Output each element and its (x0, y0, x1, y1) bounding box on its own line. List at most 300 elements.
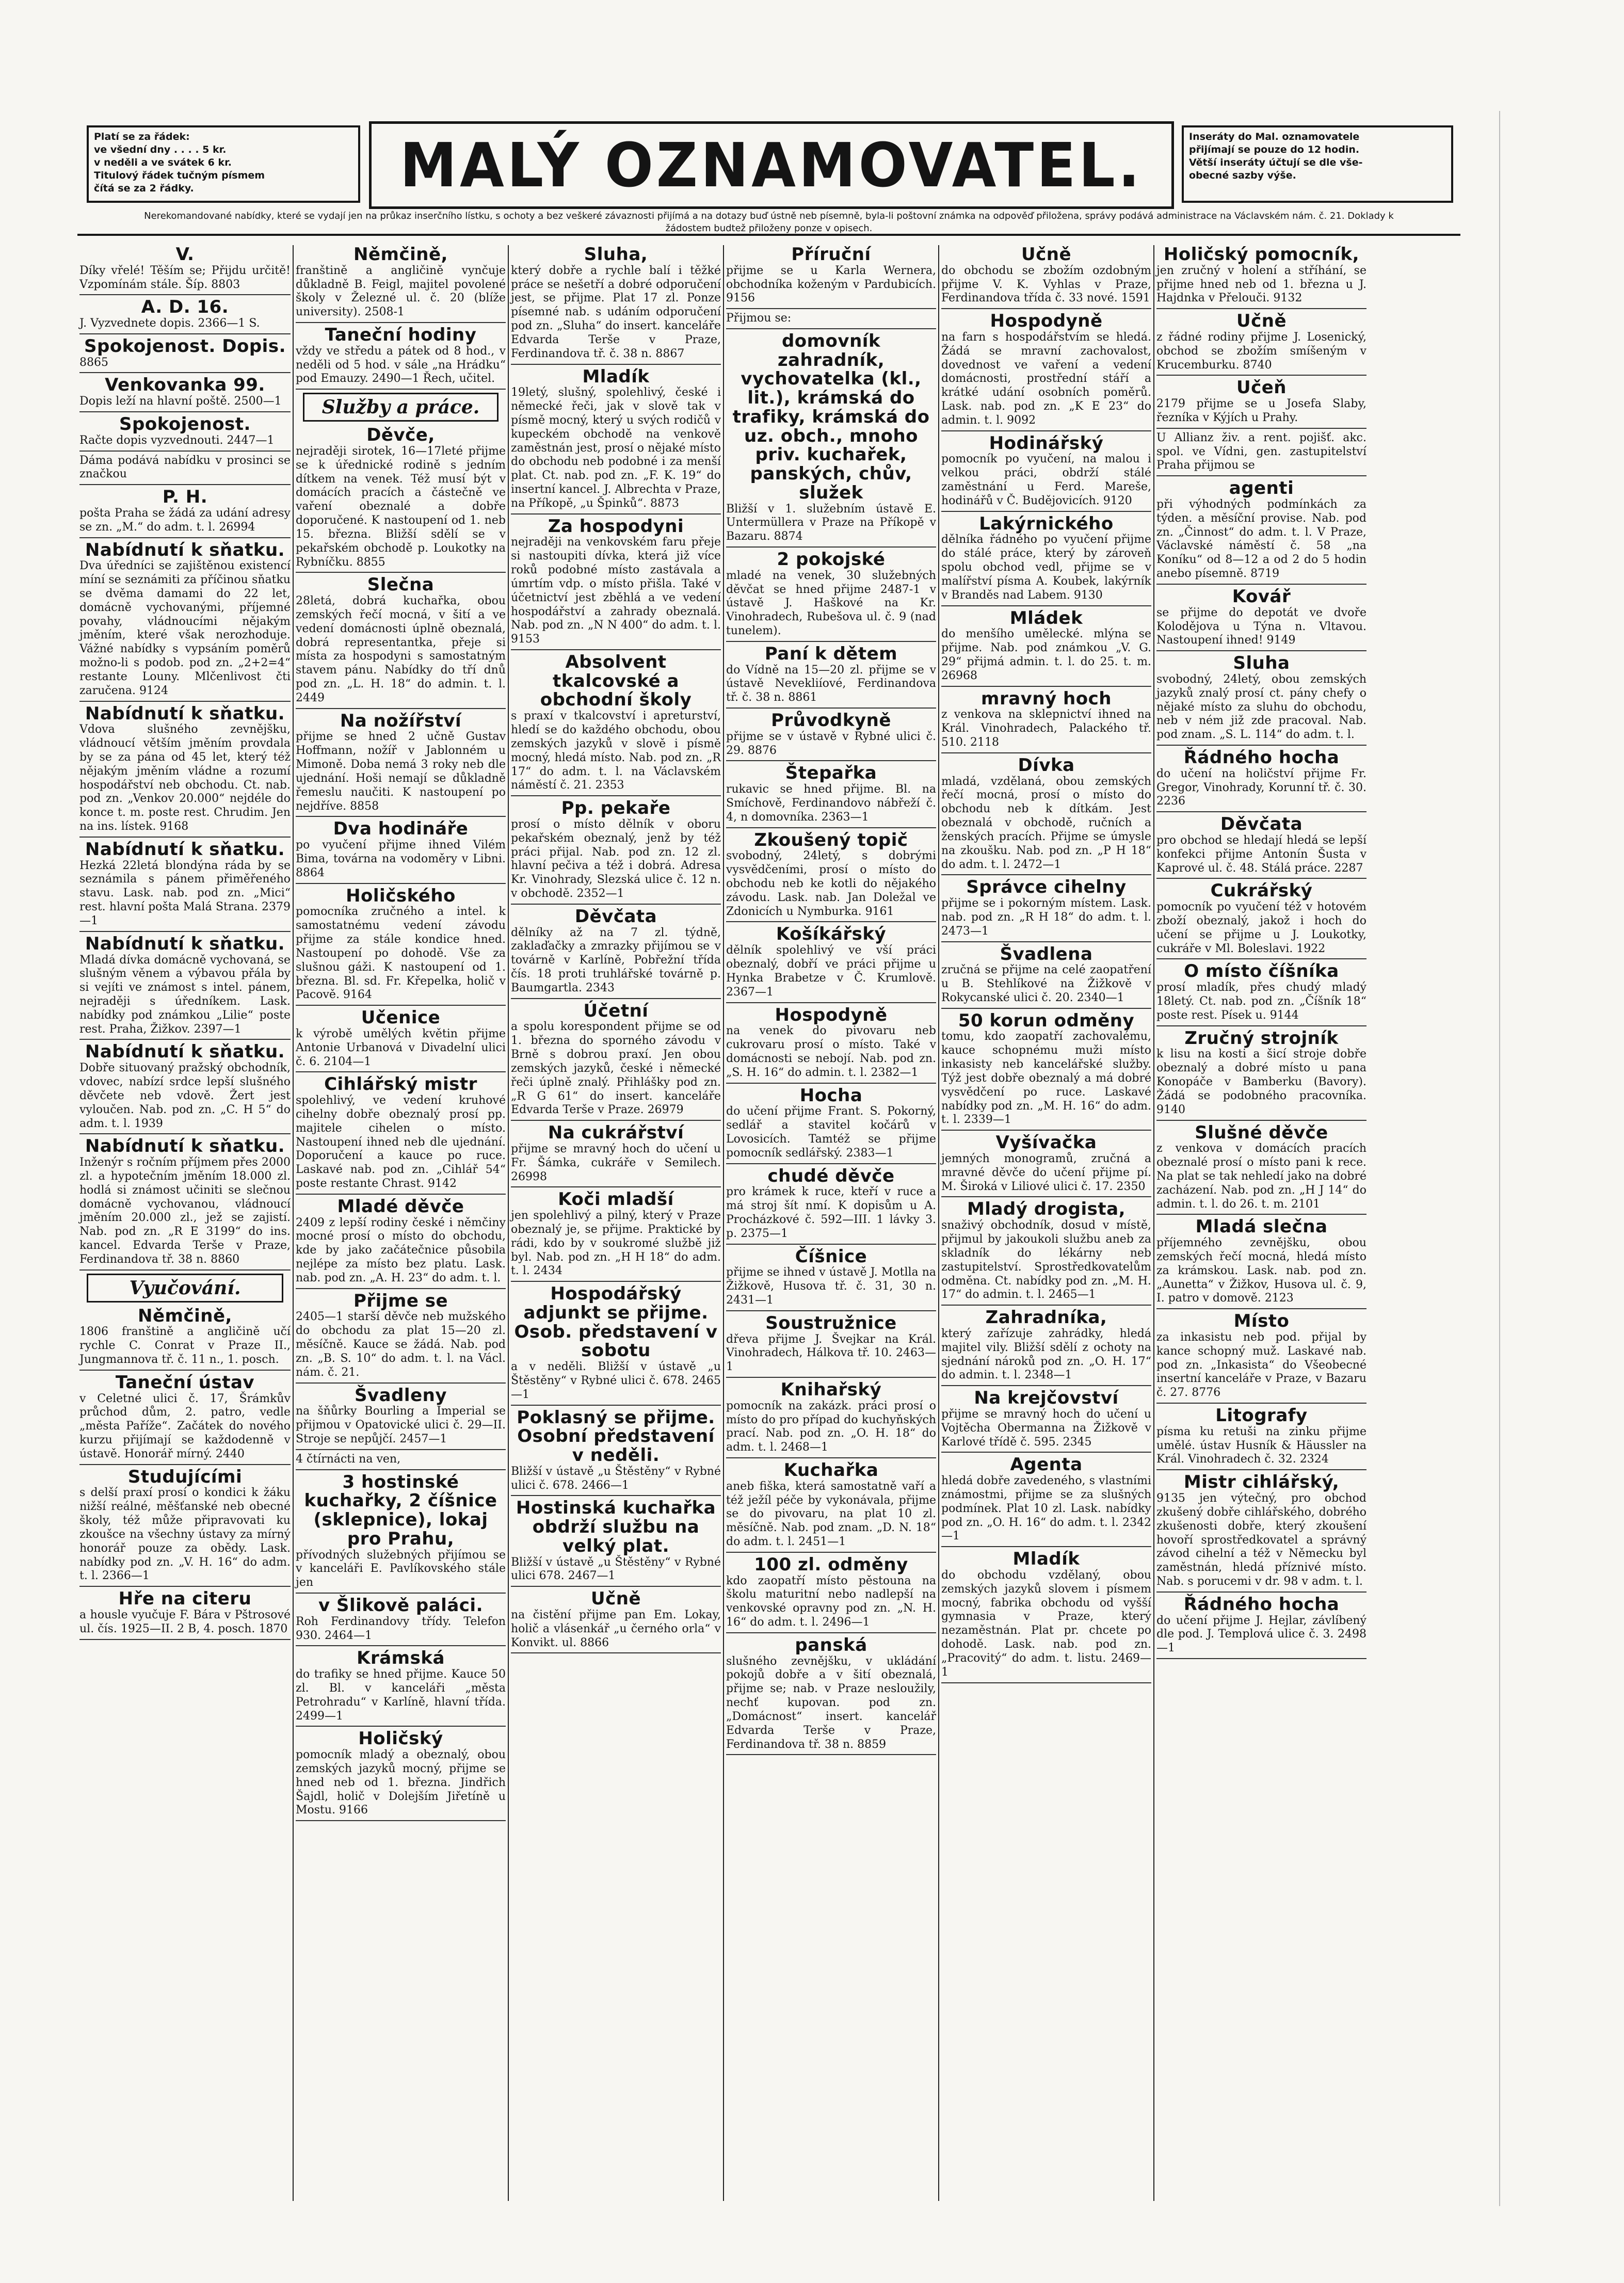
ad-body: 2179 přijme se u Josefa Slaby, řezníka v Kýjích u Prahy. (1156, 397, 1366, 424)
classified-ad (1156, 1595, 1366, 1659)
ad-title: Sluha, (584, 245, 648, 265)
classified-ad (79, 376, 291, 412)
ad-body: prosí o místo dělník v oboru pekařském obeznalý, jenž by též práci přijal. Nab. pod zn. 12 zl. hlavní pečiva a též i dobrá. Adresa Kr. Vinohrady, Slezská ulice č. 12 n. v obchodě. 2352—1 (511, 817, 721, 901)
classified-ad (79, 1589, 291, 1639)
classified-ad (726, 925, 936, 1003)
ad-body: dělníky až na 7 zl. týdně, zaklaďačky a zmrazky přijímou se v továrně v Karlíně, Pobřežní třída čís. 18 proti truhlářské továrně p. Baumgartla. 2343 (511, 926, 721, 994)
ad-body: Dobře situovaný pražský obchodník, vdovec, nabízí srdce lepší slušného děvčete neb vdově. Žert jest vyloučen. Nab. pod zn. „C. H 5“ do adm. t. l. 1939 (79, 1062, 291, 1130)
ad-title: Hospodářský adjunkt se přijme. Osob. představení v sobotu (514, 1283, 718, 1361)
ad-title: Na cukrářství (548, 1122, 684, 1144)
ad-body: nejraději na venkovském faru přeje si nastoupiti dívka, která již více roků podobné místo zastávala a úmrtím vdp. o místo přišla. Také v účetnictví jest zběhlá a ve vedení hospodářství a zahrady obeznalá. Nab. pod zn. „N N 400“ do adm. t. l. 9153 (511, 536, 721, 646)
ad-title: Dva hodináře (333, 818, 469, 840)
section-heading: Vyučování. (87, 1274, 283, 1303)
ad-body: přijme se v ústavě v Rybné ulici č. 29. 8876 (726, 730, 936, 757)
classified-ad (941, 1389, 1151, 1453)
ad-body: dřeva přijme J. Švejkar na Král. Vinohradech, Hálkova tř. 10. 2463—1 (726, 1332, 936, 1374)
ad-body: 9135 jen výtečný, pro obchod zkušený dobře cihlářského, dobrého zkušenosti dobře, který zkoušení hovoří sprostředkovatel a správný závod cihelní a též v Německu byl zaměstnán, hledá příznivé místo. Nab. s porucemi v dr. 98 v adm. t. l. (1156, 1492, 1366, 1588)
classified-ad (511, 1589, 721, 1653)
ad-body: U Allianz živ. a rent. pojišť. akc. spol. ve Vídni, gen. zastupitelství Praha přijmou se (1156, 431, 1366, 472)
ad-title: Soustružnice (765, 1312, 897, 1333)
ad-body: jen spolehlivý a pilný, který v Praze obeznalý je, se přijme. Praktické by rádi, kdo by v soukromé službě již byl. Nab. pod zn. „H H 18“ do adm. t. l. 2434 (511, 1209, 721, 1278)
ad-title: Vyšívačka (995, 1132, 1097, 1153)
ad-body: pomocník po vyučení, na malou i velkou práci, obdrží stálé zaměstnání u Ferd. Mareše, hodinářů v Č. Budějovicích. 9120 (941, 453, 1151, 507)
ad-body: mladá, vzdělaná, obou zemských řečí mocná, prosí o místo do obchodu neb k dítkám. Jest obeznalá v obchodě, ručních a ženských pracích. Přijme se úmysle na zkoušku. Nab. pod zn. „P H 18“ do adm. t. l. 2472—1 (941, 775, 1151, 871)
ad-title: Nabídnutí k sňatku. (85, 1136, 285, 1157)
ad-title: Spokojenost. Dopis. (84, 335, 286, 357)
classified-ad (941, 312, 1151, 431)
ad-title: Štepařka (785, 763, 877, 784)
ad-title: Zkoušený topič (754, 829, 908, 850)
ad-title: Holičský (358, 1728, 443, 1749)
ad-body: Hezká 22letá blondýna ráda by se seznámila s pánem přiměřeného stavu. Lask. nab. pod zn. „Mici“ rest. hlavní pošta Malá Strana. 2379—1 (79, 859, 291, 927)
classified-ad (1156, 245, 1366, 309)
classified-ad (511, 653, 721, 796)
ad-body: pomocník na zakázk. práci prosí o místo do pro případ do kuchyňských prací. Nab. pod zn. „O. H. 18“ do adm. t. l. 2468—1 (726, 1399, 936, 1454)
masthead-area (77, 121, 1460, 234)
ad-body: 2405—1 starší děvče neb mužského do obchodu za plat 15—20 zl. měsíčně. Kauce se žádá. Nab. pod zn. „B. S. 10“ do adm. t. l. na Václ. nám. č. 21. (296, 1310, 506, 1379)
classified-ad (296, 1292, 506, 1384)
ad-title: Mladík (1012, 1549, 1080, 1570)
ad-title: Řádného hocha (1183, 1594, 1340, 1615)
ad-body: po vyučení přijme ihned Vilém Bima, továrna na vodoměry v Libni. 8864 (296, 839, 506, 879)
classified-ad (511, 1284, 721, 1405)
classified-ad (941, 756, 1151, 876)
classified-ad (511, 245, 721, 365)
ad-title: Účetní (583, 1000, 649, 1021)
classified-ad (941, 1200, 1151, 1306)
classified-ad (511, 799, 721, 905)
ad-title: Švadlena (1000, 943, 1093, 964)
ad-body: slušného zevnějšku, v ukládání pokojů dobře a v šití obeznalá, přijme se; nab. v Praze nesloužily, nechť kupovan. pod zn. „Domácnost“ insert. kancelář Edvarda Terše v Praze, Ferdinandova tř. 38 n. 8859 (726, 1654, 936, 1751)
ad-body: 4 čtírnácti na ven, (296, 1452, 401, 1466)
ad-body: a spolu korespondent přijme se od 1. března do sporného závodu v Brně s dobrou praxí. Jen obou zemských jazyků, české i německé řeči úplně znalý. Přihlášky pod zn. „R G 61“ do insert. kanceláře Edvarda Terše v Praze. 26979 (511, 1020, 721, 1117)
classified-ad (1156, 654, 1366, 746)
ad-body: do trafiky se hned přijme. Kauce 50 zl. Bl. v kanceláři „města Petrohradu“ v Karlíně, hlavní třída. 2499—1 (296, 1668, 506, 1723)
classified-ad (79, 935, 291, 1040)
ad-title: Správce cihelny (966, 877, 1127, 898)
ad-body: spolehlivý, ve vedení kruhové cihelny dobře obeznalý prosí pp. majitele cihelen o místo. Nastoupení ihned neb dle ujednání. Doporučení a kauce po ruce. Laskavé nab. pod zn. „Cihlář 54“ poste restante Chrast. 9142 (296, 1094, 506, 1191)
classified-ad (726, 1247, 936, 1311)
classified-ad (1156, 431, 1366, 476)
classified-ad (511, 1408, 721, 1497)
classified-ad (1156, 479, 1366, 585)
ad-title: domovník zahradník, vychovatelka (kl., lit.), krámská do trafiky, krámská do uz. obch., mnoho priv. kuchařek, panských, chův, služek (732, 331, 930, 503)
ad-title: Učenice (361, 1007, 441, 1028)
rates-line: v neděli a ve svátek 6 kr. (94, 157, 232, 169)
classified-ad (941, 609, 1151, 687)
ad-title: Lakýrnického (979, 513, 1114, 534)
ad-body: přijme se i pokorným místem. Lask. nab. pod zn. „R H 18“ do adm. t. l. 2473—1 (941, 897, 1151, 938)
ad-title: Nabídnutí k sňatku. (85, 839, 285, 860)
classified-ad (726, 1555, 936, 1633)
ad-title: Spokojenost. (119, 414, 251, 435)
binding-edge (1499, 111, 1541, 2206)
classified-ad (1156, 1123, 1366, 1215)
ad-body: s praxí v tkalcovství i apreturství, hledí se do každého obchodu, obou zemských jazyků v slově i písmě mocný, hledá místo. Nab. pod zn. „R 17“ do adm. t. l. na Václavském náměstí č. 21. 2353 (511, 710, 721, 792)
classified-ad (726, 550, 936, 642)
ad-title: Němčině, (138, 1305, 232, 1326)
classified-ad (941, 689, 1151, 753)
ad-body: do učení přijme Frant. S. Pokorný, sedlář a stavitel kočárů v Lovosicích. Tamtéž se přijme pomocník sedlářský. 2383—1 (726, 1105, 936, 1160)
ad-title: Slečna (367, 574, 435, 596)
ad-title: Slušné děvče (1195, 1122, 1328, 1143)
ad-body: do menšího umělecké. mlýna se přijme. Nab. pod známkou „V. G. 29“ přijmá admin. t. l. do 25. t. m. 26968 (941, 628, 1151, 682)
ad-body: a housle vyučuje F. Bára v Pštrosové ul. čís. 1925—II. 2 B, 4. posch. 1870 (79, 1608, 291, 1635)
ad-title: Děvčata (1220, 814, 1303, 835)
classified-ad (79, 840, 291, 932)
ad-column-5 (938, 245, 1153, 2201)
ad-body: na šňůrky Bourling a Imperial se přijmou v Opatovické ulici č. 29—II. Stroje se nepůjčí. 2457—1 (296, 1405, 506, 1445)
rates-line: čítá se za 2 řádky. (94, 183, 194, 195)
notice-line: Nerekomandované nabídky, které se vydají jen na průkaz inserčního lístku, s ochoty a bez veškeré závaznosti přijímá a na dotazy buď ústně neb písemně, byla-li poštovní známka na odpověď přiložena, správy podává administrace na Václavském nám. č. 21. Doklady k žádostem budtež přiloženy ponze v opisech. (144, 211, 1394, 234)
ad-title: Sluha (1233, 653, 1290, 674)
ad-body: Inženýr s ročním příjmem přes 2000 zl. a hypotečním jměním 18.000 zl. hodlá si známost učiniti se slečnou domácně vychovanou, vládnoucí jměním 20.000 zl., jež se zajistí. Nab. pod zn. „R E 3199“ do ins. kancel. Edvarda Terše v Praze, Ferdinandova tř. 38 n. 8860 (79, 1156, 291, 1266)
classified-ad (296, 326, 506, 390)
ad-body: aneb fiška, která samostatně vaří a též ježíl péče by vykonávala, přijme se do pivovaru, na plat 10 zl. měsíčně. Nab. pod znam. „D. N. 18“ do adm. t. l. 2451—1 (726, 1480, 936, 1549)
ad-title: Přijme se (353, 1290, 448, 1311)
classified-ad (1156, 815, 1366, 879)
ad-body: franštině a angličině vynčuje důkladně B. Feigl, majitel povolené školy v Železné ul. č. 20 (blíže university). 2508-1 (296, 264, 506, 319)
ad-title: Nabídnutí k sňatku. (85, 1041, 285, 1063)
ad-title: O místo číšníka (1184, 961, 1339, 982)
ad-title: Agenta (1010, 1454, 1083, 1475)
ad-title: V. (175, 245, 195, 265)
ad-title: Mladé děvče (337, 1196, 464, 1217)
masthead-box (369, 121, 1174, 209)
ad-title: Učně (1021, 245, 1072, 265)
ad-title: Zručný strojník (1184, 1027, 1339, 1049)
classified-ad (1156, 1312, 1366, 1404)
ad-column-3 (508, 245, 723, 2201)
ad-title: Hospodyně (775, 1004, 888, 1025)
classified-ad (79, 415, 291, 452)
ad-title: Hře na citeru (118, 1588, 252, 1610)
ad-body: k lisu na kosti a šicí stroje dobře obeznalý a dobré místo u pana Konopáče v Bamberku (Bavory). Žádá se podobného pracovníka. 9140 (1156, 1048, 1366, 1116)
info-line: přijímají se pouze do 12 hodin. (1189, 144, 1360, 156)
ad-body: do obchodu se zbožím ozdobným přijme V. K. Vyhlas v Praze, Ferdinandova třída č. 33 nové. 1591 (941, 264, 1151, 305)
ad-title: Mladík (582, 366, 650, 387)
ad-body: svobodný, 24letý, obou zemských jazyků znalý prosí ct. pány chefy o nějaké místo za sluhu do obchodu, neb v ném již zde pracoval. Nab. pod znam. „S. L. 114“ do adm. t. l. (1156, 672, 1366, 742)
ad-body: na čistění přijme pan Em. Lokay, holič a vlásenkář „u černého orla“ v Konvikt. ul. 8866 (511, 1608, 721, 1649)
classified-ad (511, 367, 721, 515)
classified-ad (511, 517, 721, 650)
classified-ad (1156, 312, 1366, 376)
ad-body: 2409 z lepší rodiny české i němčiny mocné prosí o místo do obchodu, kde by jako začátečnice působila nejlépe za místo bez platu. Lask. nab. pod zn. „A. H. 23“ do adm. t. l. (296, 1216, 506, 1284)
ad-body: Dva úředníci se zajištěnou existencí míní se seznámiti za příčinou sňatku se dvěma damami do 22 let, domácně vychovanými, příjemné povahy, vládnoucími nějakým jměním, které však nerozhoduje. Vážné nabídky s vypsáním poměrů možno-li s podob. pod zn. „2+2=4“ restante Louny. Mlčenlivost čti zaručena. 9124 (79, 559, 291, 697)
classified-ad (726, 1636, 936, 1756)
ad-title: Taneční hodiny (325, 325, 477, 346)
classified-ad (511, 1499, 721, 1587)
ad-body: při výhodných podmínkách za týden. a měsíční provise. Nab. pod zn. „Činnost“ do adm. t. l. V Praze, Václavské náměstí č. 58 „na Koníku“ od 8—12 a od 2 do 5 hodin anebo písemně. 8719 (1156, 497, 1366, 581)
classified-ad (726, 645, 936, 709)
classified-ad (296, 819, 506, 883)
ad-title: Hocha (799, 1085, 863, 1106)
ad-body: svobodný, 24letý, s dobrými vysvědčeními, prosí o místo do obchodu neb ke kotli do nějakého závodu. Lask. nab. Jan Doležal ve Zdonicích u Nymburka. 9161 (726, 849, 936, 918)
ad-title: Mládek (1009, 607, 1083, 629)
ad-title: Na nožířství (340, 710, 462, 731)
classified-ad (726, 711, 936, 761)
classified-ad (79, 1042, 291, 1134)
ad-body: přijme se ihned v ústavě J. Motlla na Žižkově, Husova tř. č. 31, 30 n. 2431—1 (726, 1266, 936, 1307)
ad-body: jemných monogramů, zručná a mravné děvče do učení přijme pí. M. Široká v Liliové ulici č. 17. 2350 (941, 1152, 1151, 1193)
classified-ad (296, 1008, 506, 1072)
ad-title: Taneční ústav (115, 1372, 255, 1393)
classified-ad (79, 298, 291, 334)
ad-body: přívodných služebných přijímou se v kanceláři E. Pavlíkovského stále jen (296, 1548, 506, 1589)
ad-body: 8865 (79, 356, 108, 369)
ad-body: Račte dopis vyzvednouti. 2447—1 (79, 433, 275, 447)
ad-body: Přijmou se: (726, 312, 792, 325)
insertion-info-box (1182, 125, 1453, 203)
ad-body: dělník spolehlivý ve vší práci obeznalý, dobří ve práci přijme u Hynka Brabetze v Č. Krumlově. 2367—1 (726, 944, 936, 999)
ad-body: 28letá, dobrá kuchařka, obou zemských řečí mocná, v šití a ve vedení domácnosti úplně obeznalá, dobrá representantka, přeje si místa za hospodyni s samostatným stavem pánu. Nabídky do tří dnů pod zn. „L. H. 18“ do admin. t. l. 2449 (296, 594, 506, 704)
classified-ad (726, 1006, 936, 1084)
classified-ad (79, 704, 291, 838)
ad-body: s delší praxí prosí o kondici k žáku nižší reálné, měšťanské neb obecné školy, též může připravovati ku zkoušce na všechny ústavy za mírný honorář pouze za obědy. Lask. nabídky pod zn. „V. H. 16“ do adm. t. l. 2366—1 (79, 1486, 291, 1583)
classified-ad (1156, 962, 1366, 1026)
ad-body: pomocník mladý a obeznalý, obou zemských jazyků mocný, přijme se hned neb od 1. března. Jindřich Šajdl, holič v Dolejším Jiřetíně u Mostu. 9166 (296, 1748, 506, 1817)
ad-title: Němčině, (353, 245, 448, 265)
ad-body: za inkasistu neb pod. přijal by kance schopný muž. Laskavé nab. pod zn. „Inkasista“ do Všeobecné insertní kanceláře v Praze, v Bazaru č. 27. 8776 (1156, 1330, 1366, 1400)
classified-ad (941, 245, 1151, 309)
classified-ad (79, 454, 291, 486)
ad-body: pro krámek k ruce, kteří v ruce a má stroj šít nmí. K dopisům u A. Procházkové č. 592—III. 1 lávky 3. p. 2375—1 (726, 1185, 936, 1240)
ad-title: Hospodyně (990, 311, 1103, 332)
ad-body: do Vídně na 15—20 zl. přijme se v ústavě Nevekliíové, Ferdinandova tř. č. 38 n. 8861 (726, 663, 936, 704)
classified-ad (511, 1002, 721, 1121)
ad-body: příjemného zevnějšku, obou zemských řečí mocná, hledá místo za krámskou. Lask. nab. pod zn. „Aunetta“ v Žižkov, Husova ul. č. 9, I. patro v domově. 2123 (1156, 1236, 1366, 1305)
ad-title: 3 hostinské kuchařky, 2 číšnice (sklepnice), lokaj pro Prahu, (304, 1471, 497, 1549)
ad-body: písma ku retuši na zinku přijme umělé. ústav Husník & Häussler na Král. Vinohradech č. 32. 2324 (1156, 1425, 1366, 1466)
classified-ad (296, 1075, 506, 1195)
classified-ad (726, 245, 936, 309)
classified-ad (511, 1190, 721, 1282)
ad-title: A. D. 16. (141, 297, 229, 318)
classified-ad (511, 1123, 721, 1187)
ad-body: přijme se mravný hoch do učení u Fr. Šámka, cukráře v Semilech. 26998 (511, 1142, 721, 1183)
ad-title: Nabídnutí k sňatku. (85, 703, 285, 724)
ad-body: pro obchod se hledají hledá se lepší konfekci přijme Antonín Šusta v Kaprové ul. č. 48. Stálá práce. 2287 (1156, 833, 1366, 875)
classified-ad (726, 1086, 936, 1164)
ad-body: Bližší v ústavě „u Štěstěny“ v Rybné ulici č. 678. 2466—1 (511, 1465, 721, 1492)
ad-body: mladé na venek, 30 služebných děvčat se hned přijme 2487-1 v ústavě J. Haškové na Kr. Vinohradech, Rubešova ul. č. 9 (nad tunelem). (726, 569, 936, 638)
ad-body: Dopis leží na hlavní poště. 2500—1 (79, 395, 282, 408)
ad-title: Učeň (1236, 377, 1287, 398)
classified-ad (1156, 881, 1366, 959)
ad-body: přijme se u Karla Wernera, obchodníka koženým v Pardubicích. 9156 (726, 264, 936, 305)
ad-body: prosí mladík, přes chudý mladý 18letý. Ct. nab. pod zn. „Číšník 18“ poste rest. Písek u. 9144 (1156, 981, 1366, 1022)
section-heading: Služby a práce. (303, 393, 499, 422)
classified-ad (296, 1649, 506, 1727)
classified-ad (1156, 1217, 1366, 1309)
ad-title: Holičského (346, 885, 456, 906)
ad-title: Holičský pomocník, (1163, 245, 1360, 265)
ad-body: kdo zaopatří místo pěstouna na školu maturitní nebo nadlepší na venkovské opravny pod zn. „N. H. 16“ do adm. t. l. 2496—1 (726, 1574, 936, 1629)
ad-title: Za hospodyni (548, 516, 684, 537)
ad-column-4 (723, 245, 938, 2201)
ad-body: pomocníka zručného a intel. k samostatnému vedení závodu přijme za stále kondice hned. Nastoupení po dohodě. Vše za slušnou gáži. K nastoupení od 1. března. Bl. sd. Fr. Křepelka, holič v Pacově. 9164 (296, 905, 506, 1002)
ad-title: Děvčata (574, 906, 657, 927)
classified-ad (511, 907, 721, 999)
ad-body: přijme se mravný hoch do učení u Vojtěcha Obermanna na Žižkově v Karlové třídě č. 595. 2345 (941, 1407, 1151, 1449)
masthead-title: MALÝ OZNAMOVATEL. (400, 130, 1143, 201)
ad-body: rukavic se hned přijme. Bl. na Smíchově, Ferdinandovo nábřeží č. 4, n domovníka. 2363—1 (726, 783, 936, 824)
ad-body: který dobře a rychle balí i těžké práce se nešetří a dobré odporučení jest, se přijme. Plat 17 zl. Ponze písemné nab. s udáním odporučení pod zn. „Sluha“ do insert. kanceláře Edvarda Terše v Praze, Ferdinandova tř. č. 38 n. 8867 (511, 264, 721, 360)
ad-body: z venkova na sklepnictví ihned na Král. Vinohradech, Palackého tř. 510. 2118 (941, 708, 1151, 749)
ad-title: Cukrářský (1210, 880, 1313, 902)
ad-title: Učně (1236, 311, 1287, 332)
ad-title: Poklasný se přijme. Osobní představení v neděli. (517, 1407, 715, 1466)
ad-body: na farn s hospodářstvím se hledá. Žádá se mravní zachovalost, dovednost ve vaření a vedení domácnosti, prostřední stáří a krátké udání osobních poměrů. Lask. nab. pod zn. „K E 23“ do admin. t. l. 9092 (941, 330, 1151, 427)
ad-title: v Šlikově paláci. (318, 1595, 483, 1616)
ad-body: 19letý, slušný, spolehlivý, české i německé řeči, jak v slově tak v písmě mocný, který u svých rodičů v kupeckém obchodě na venkově zaměstnán jest, prosí o nějaké místo do obchodu neb podobné i za menší plat. Ct. nab. pod zn. „F. K. 19“ do insertní kancel. J. Albrechta v Praze, na Příkopě, „u Špinků“. 8873 (511, 386, 721, 510)
ad-body: Dáma podává nabídku v prosinci se značkou (79, 454, 291, 481)
classified-ad (941, 878, 1151, 942)
classified-ad (941, 434, 1151, 512)
ad-title: Dívka (1018, 754, 1075, 776)
ad-body: se přijme do depotát ve dvoře Kolodějova u Týna n. Vltavou. Nastoupení ihned! 9149 (1156, 606, 1366, 647)
ad-body: Díky vřelé! Těším se; Přijdu určitě! Vzpomínám stále. Šíp. 8803 (79, 264, 291, 291)
ad-body: vždy ve středu a pátek od 8 hod., v neděli od 5 hod. v sále „na Hrádku“ pod Emauzy. 2490—1 Řech, učitel. (296, 344, 506, 385)
ad-title: panská (795, 1634, 867, 1655)
classified-ad (296, 887, 506, 1006)
info-line: obecné sazby výše. (1189, 170, 1296, 182)
ad-body: snaživý obchodník, dosud v místě, přijmul by jakoukoli službu aneb za skladník do lékárny neb zastupitelství. Sprostředkovatelům odměna. Ct. nabídky pod zn. „M. H. 17“ do admin. t. l. 2465—1 (941, 1219, 1151, 1301)
classified-ad (79, 1137, 291, 1270)
classified-ad (941, 1550, 1151, 1683)
classified-ad (941, 1455, 1151, 1547)
ad-body: Bližší v 1. služebním ústavě E. Untermüllera v Praze na Příkopě v Bazaru. 8874 (726, 502, 936, 543)
ad-column-6 (1153, 245, 1369, 2201)
ad-title: Číšnice (795, 1246, 867, 1267)
ad-title: Krámská (357, 1648, 445, 1669)
ad-title: Cihlářský mistr (324, 1074, 477, 1095)
classified-ad (726, 312, 936, 329)
ad-title: mravný hoch (981, 688, 1112, 709)
rates-line: ve všední dny . . . . 5 kr. (94, 144, 227, 156)
ad-title: Venkovanka 99. (105, 375, 265, 396)
classified-ad (296, 1386, 506, 1450)
classified-ad (941, 1133, 1151, 1197)
ad-body: Bližší v ústavě „u Štěstěny“ v Rybné ulici 678. 2467—1 (511, 1555, 721, 1583)
ad-title: 2 pokojské (777, 549, 886, 570)
classified-ad (1156, 1029, 1366, 1121)
ad-column-1 (77, 245, 293, 2201)
ad-title: Koči mladší (558, 1189, 674, 1210)
ad-body: pomocník po vyučení též v hotovém zboží obeznalý, jakož i hoch do učení se přijme u J. Loukotky, cukráře v Ml. Boleslavi. 1922 (1156, 901, 1366, 955)
ad-title: Studujícími (127, 1466, 243, 1487)
ad-title: Absolvent tkalcovské a obchodní školy (540, 652, 692, 711)
newspaper-page (77, 121, 1460, 2206)
classified-ad (296, 1197, 506, 1289)
classified-ad (296, 1453, 506, 1470)
ad-title: Mistr cihlářský, (1183, 1472, 1340, 1493)
ad-body: do učení na holičství přijme Fr. Gregor, Vinohrady, Korunní tř. č. 30. 2236 (1156, 767, 1366, 808)
classified-ad (726, 1314, 936, 1378)
ad-title: Švadleny (354, 1385, 447, 1406)
ad-body: J. Vyzvednete dopis. 2366—1 S. (79, 317, 260, 330)
classified-ad (1156, 1473, 1366, 1593)
ad-title: P. H. (162, 487, 208, 508)
classified-ad (1156, 1406, 1366, 1470)
ad-title: Děvče, (366, 425, 435, 446)
ad-body: v Celetné ulici č. 17, Šrámkův průchod dům, 2. patro, vedle „města Paříže“. Začátek do nového kurzu přijímají se každodenně v ústavě. Honorář mírný. 2440 (79, 1392, 291, 1460)
ad-title: Nabídnutí k sňatku. (85, 933, 285, 954)
classified-ad (296, 1729, 506, 1821)
ad-title: Místo (1233, 1311, 1290, 1332)
classified-ad (79, 1373, 291, 1465)
ad-body: zručná se přijme na celé zaopatření u B. Stehlíkové na Žižkově v Rokycanské ulici č. 20. 2340—1 (941, 963, 1151, 1004)
classified-ad (79, 541, 291, 702)
ad-body: hledá dobře zavedeného, s vlastními známostmi, přijme se za slušných podmínek. Plat 10 zl. Lask. nabídky pod zn. „O. H. 16“ do adm. t. l. 2342—1 (941, 1474, 1151, 1543)
ad-body: Mladá dívka domácně vychovaná, se slušným věnem a výbavou přála by si vejíti ve známost s intel. pánem, nejraději s úředníkem. Lask. nabídky pod známkou „Lilie“ poste rest. Praha, Žižkov. 2397—1 (79, 953, 291, 1036)
classified-ad (79, 1468, 291, 1587)
ad-body: který zařízuje zahrádky, hledá majitel vily. Bližší sdělí z ochoty na sjednání nároků pod zn. „O. H. 17“ do admin. t. l. 2348—1 (941, 1327, 1151, 1382)
ad-title: Nabídnutí k sňatku. (85, 539, 285, 560)
ad-title: agenti (1229, 478, 1294, 499)
ad-title: chudé děvče (767, 1165, 895, 1186)
ad-title: Litografy (1215, 1405, 1308, 1426)
ad-title: Knihařský (780, 1379, 882, 1401)
ad-title: Mladá slečna (1195, 1216, 1328, 1237)
ad-title: Průvodkyně (771, 710, 891, 731)
ad-body: přijme se hned 2 učně Gustav Hoffmann, nožíř v Jablonném u Mimoně. Doba nemá 3 roky neb dle ujednání. Hoši nemají se důkladně řemeslu naučiti. K nastoupení po nejdříve. 8858 (296, 730, 506, 813)
rates-box (87, 125, 360, 203)
ad-body: Roh Ferdinandovy třídy. Telefon 930. 2464—1 (296, 1615, 506, 1642)
ad-body: do učení přijme J. Hejlar, závlíbený dle pod. J. Templová ulice č. 3. 2498—1 (1156, 1614, 1366, 1655)
classified-ad (726, 1380, 936, 1458)
ad-title: Košíkářský (776, 924, 887, 945)
classified-ad (1156, 587, 1366, 651)
classified-ad (79, 1307, 291, 1371)
ad-title: Řádného hocha (1183, 747, 1340, 768)
classified-ad (941, 1011, 1151, 1131)
ad-column-2 (293, 245, 508, 2201)
ad-body: na venek do pivovaru neb cukrovaru prosí o místo. Také v domácnosti se nebojí. Nab. pod zn. „S. H. 16“ do admin. t. l. 2382—1 (726, 1024, 936, 1079)
classified-ad (79, 337, 291, 374)
ad-title: Paní k dětem (764, 643, 898, 664)
classified-ad (726, 764, 936, 828)
ad-body: z řádné rodiny přijme J. Losenický, obchod se zbožím smíšeným v Krucemburku. 8740 (1156, 330, 1366, 372)
classified-ad (726, 831, 936, 923)
classified-ad (79, 245, 291, 295)
classified-ad (296, 712, 506, 817)
ad-body: pošta Praha se žádá za udání adresy se zn. „M.“ do adm. t. l. 26994 (79, 506, 291, 534)
ad-title: Hostinská kuchařka obdrží službu na velký plat. (516, 1498, 716, 1556)
classified-ad (79, 488, 291, 538)
ad-body: jen zručný v holení a stříhání, se přijme hned neb od 1. března u J. Hajdnka v Přelouči. 9132 (1156, 264, 1366, 305)
ad-title: Hodinářský (989, 432, 1104, 454)
ad-title: 100 zl. odměny (754, 1554, 908, 1575)
classified-ad (296, 1596, 506, 1646)
classified-ad (726, 1167, 936, 1245)
info-line: Větší inseráty účtují se dle vše- (1189, 157, 1363, 169)
ad-body: tomu, kdo zaopatří zachovalému, kauce schopnému muži místo inkasisty neb kancelářské služby. Týž jest dobře obeznalý a má dobré vysvědčení po ruce. Laskavé nabídky pod zn. „M. H. 16“ do adm. t. l. 2339—1 (941, 1030, 1151, 1127)
ad-title: Na krejčovství (974, 1388, 1119, 1409)
classified-ad (1156, 748, 1366, 812)
ad-body: Vdova slušného zevnějšku, vládnoucí větším jměním provdala by se za pána od 45 let, který též nějakým jměním vládne a rozumí hospodářství neb obchodu. Ct. nab. pod zn. „Venkov 20.000“ nejdéle do konce t. m. poste rest. Chrudim. Jen na ins. lístek. 9168 (79, 723, 291, 833)
ad-title: Kuchařka (783, 1460, 879, 1481)
classified-ad (941, 945, 1151, 1009)
ad-title: Učně (590, 1588, 641, 1610)
ad-body: z venkova v domácích pracích obeznalé prosí o místo pani k rece. Na plat se tak nehledí jako na dobré zacházení. Nab. pod zn. „H J 14“ do admin. t. l. do 26. t. m. 2101 (1156, 1142, 1366, 1211)
classified-ad (296, 1473, 506, 1594)
classified-ad (726, 332, 936, 548)
classified-ad (726, 1461, 936, 1553)
header-rule (77, 234, 1460, 236)
ad-title: Zahradníka, (985, 1307, 1107, 1328)
ad-body: a v neděli. Bližší v ústavě „u Štěstěny“ v Rybné ulici č. 678. 2465—1 (511, 1360, 721, 1401)
